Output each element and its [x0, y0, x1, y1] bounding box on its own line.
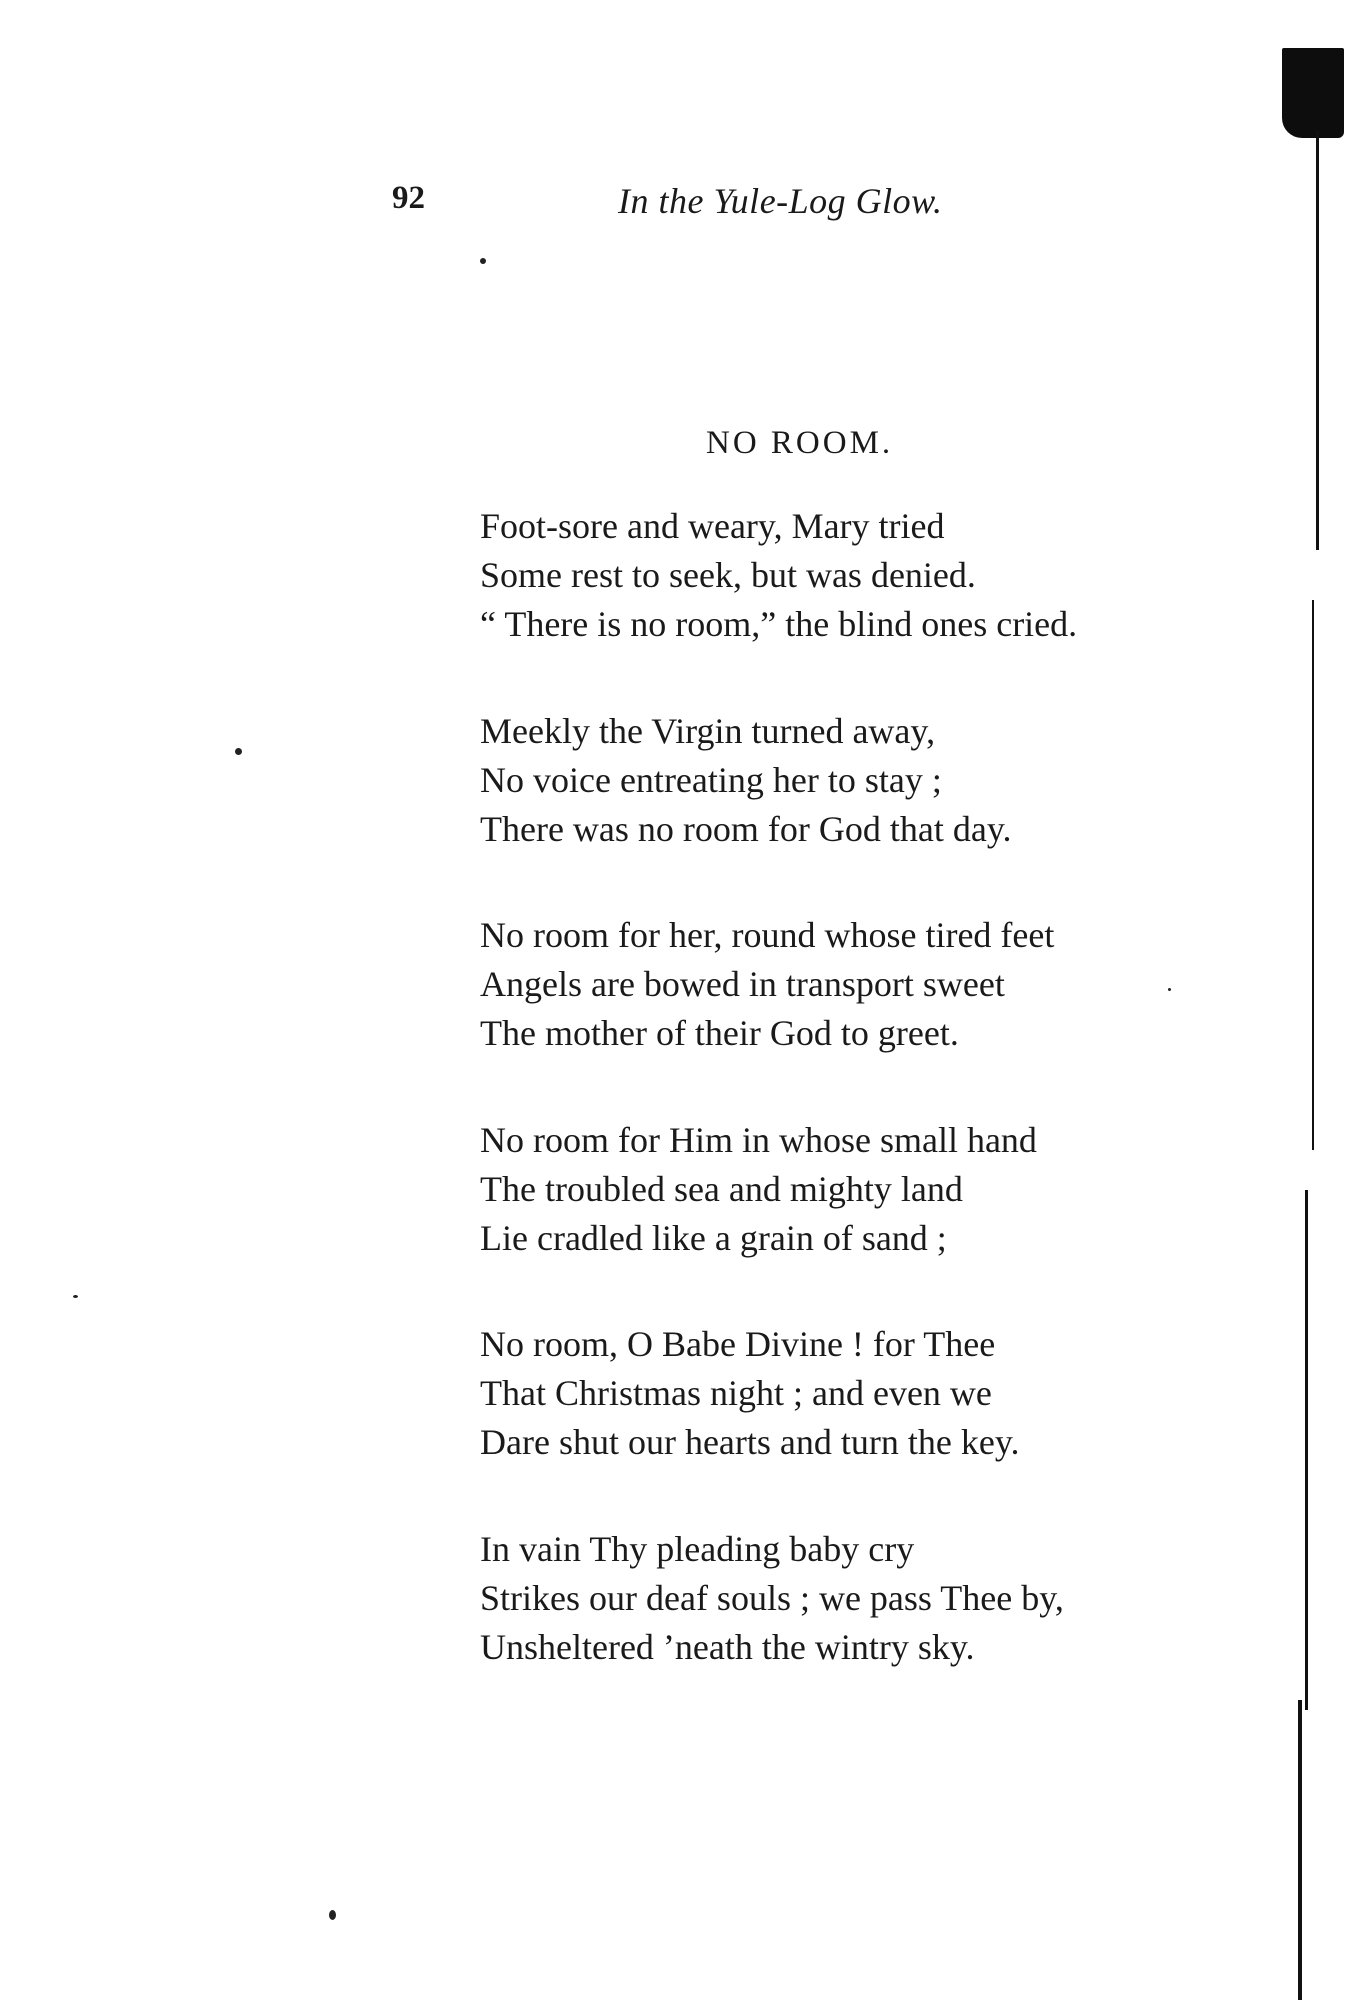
- scan-edge-line: [1316, 130, 1319, 550]
- stanza: [480, 1525, 1064, 1672]
- poem-line: No room for Him in whose small hand: [480, 1120, 1037, 1160]
- ink-speck: [480, 258, 486, 264]
- scan-edge-line: [1305, 1190, 1308, 1710]
- poem-line: No voice entreating her to stay ;: [480, 760, 942, 800]
- ink-speck: [73, 1295, 78, 1298]
- scan-edge-line: [1298, 1700, 1302, 2000]
- ink-speck: [235, 748, 242, 755]
- page-number: 92: [392, 180, 425, 216]
- poem-line: That Christmas night ; and even we: [480, 1373, 992, 1413]
- stanza: [480, 1320, 1020, 1467]
- poem-line: “ There is no room,” the blind ones cried.: [480, 604, 1078, 644]
- running-title: In the Yule-Log Glow.: [618, 181, 943, 221]
- poem-line: Angels are bowed in transport sweet: [480, 964, 1005, 1004]
- scan-shadow-block: [1282, 48, 1344, 138]
- stanza: [480, 911, 1054, 1058]
- poem-line: The troubled sea and mighty land: [480, 1169, 963, 1209]
- poem-line: No room for her, round whose tired feet: [480, 915, 1055, 955]
- poem-line: Foot-sore and weary, Mary tried: [480, 506, 945, 546]
- stanza: [480, 502, 1077, 649]
- ink-speck: [1168, 988, 1171, 991]
- poem-line: Meekly the Virgin turned away,: [480, 711, 936, 751]
- poem-line: Lie cradled like a grain of sand ;: [480, 1218, 947, 1258]
- poem-line: No room, O Babe Divine ! for Thee: [480, 1324, 996, 1364]
- poem-title: NO ROOM.: [706, 425, 894, 461]
- poem-line: Unsheltered ’neath the wintry sky.: [480, 1627, 975, 1667]
- stanza: [480, 1116, 1037, 1263]
- poem-line: Some rest to seek, but was denied.: [480, 555, 976, 595]
- poem-line: In vain Thy pleading baby cry: [480, 1529, 915, 1569]
- ink-speck: [329, 1910, 336, 1920]
- poem-line: Dare shut our hearts and turn the key.: [480, 1422, 1020, 1462]
- poem-line: The mother of their God to greet.: [480, 1013, 959, 1053]
- poem-line: There was no room for God that day.: [480, 809, 1012, 849]
- poem-line: Strikes our deaf souls ; we pass Thee by,: [480, 1578, 1064, 1618]
- stanza: [480, 707, 1012, 854]
- scan-edge-line: [1312, 600, 1314, 1150]
